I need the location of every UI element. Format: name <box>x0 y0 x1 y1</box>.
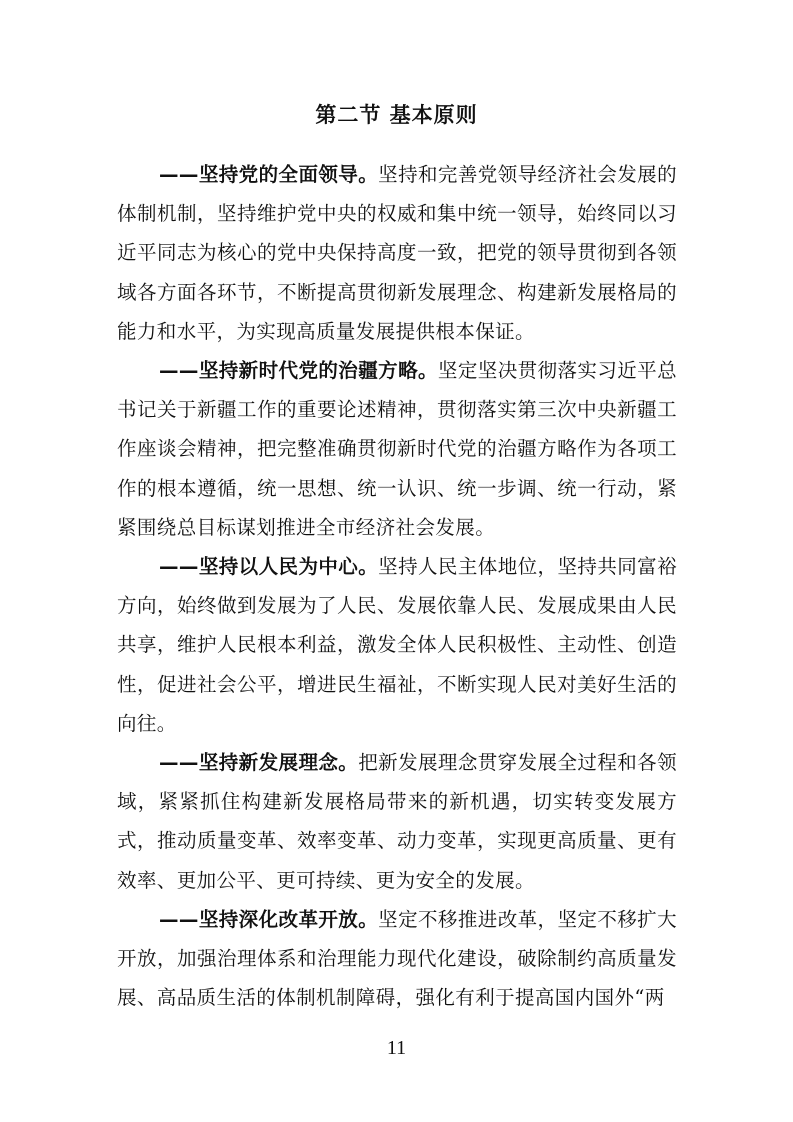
paragraph-lead: ——坚持新时代党的治疆方略。 <box>159 359 438 383</box>
paragraph-xinjiang-strategy <box>117 351 677 547</box>
paragraph-text: 把新发展理念贯穿发展全过程和各领域，紧紧抓住构建新发展格局带来的新机遇，切实转变发展方式，推动质量变革、效率变革、动力变革，实现更高质量、更有效率、更加公平、更可持续、更为安全的发展。 <box>117 751 677 892</box>
body-text <box>117 155 677 1017</box>
paragraph-lead: ——坚持深化改革开放。 <box>159 907 379 931</box>
page-number: 11 <box>386 1037 407 1059</box>
paragraph-lead: ——坚持新发展理念。 <box>159 751 359 775</box>
paragraph-new-development-philosophy <box>117 743 677 900</box>
paragraph-text: 坚定不移推进改革，坚定不移扩大开放，加强治理体系和治理能力现代化建设，破除制约高质量发展、高品质生活的体制机制障碍，强化有利于提高国内国外“两 <box>117 907 677 1010</box>
paragraph-text: 坚定坚决贯彻落实习近平总书记关于新疆工作的重要论述精神，贯彻落实第三次中央新疆工作座谈会精神，把完整准确贯彻新时代党的治疆方略作为各项工作的根本遵循，统一思想、统一认识、统一步调、统一行动，紧紧围绕总目标谋划推进全市经济社会发展。 <box>117 359 677 539</box>
paragraph-party-leadership <box>117 155 677 351</box>
paragraph-people-centered <box>117 547 677 743</box>
paragraph-reform-opening <box>117 900 677 1018</box>
paragraph-lead: ——坚持以人民为中心。 <box>159 555 379 579</box>
paragraph-text: 坚持人民主体地位，坚持共同富裕方向，始终做到发展为了人民、发展依靠人民、发展成果由人民共享，维护人民根本利益，激发全体人民积极性、主动性、创造性，促进社会公平，增进民生福祉，不断实现人民对美好生活的向往。 <box>117 555 677 735</box>
section-title: 第二节 基本原则 <box>315 103 478 127</box>
paragraph-text: 坚持和完善党领导经济社会发展的体制机制，坚持维护党中央的权威和集中统一领导，始终同以习近平同志为核心的党中央保持高度一致，把党的领导贯彻到各领域各方面各环节，不断提高贯彻新发展理念、构建新发展格局的能力和水平，为实现高质量发展提供根本保证。 <box>117 163 677 343</box>
paragraph-lead: ——坚持党的全面领导。 <box>159 163 379 186</box>
